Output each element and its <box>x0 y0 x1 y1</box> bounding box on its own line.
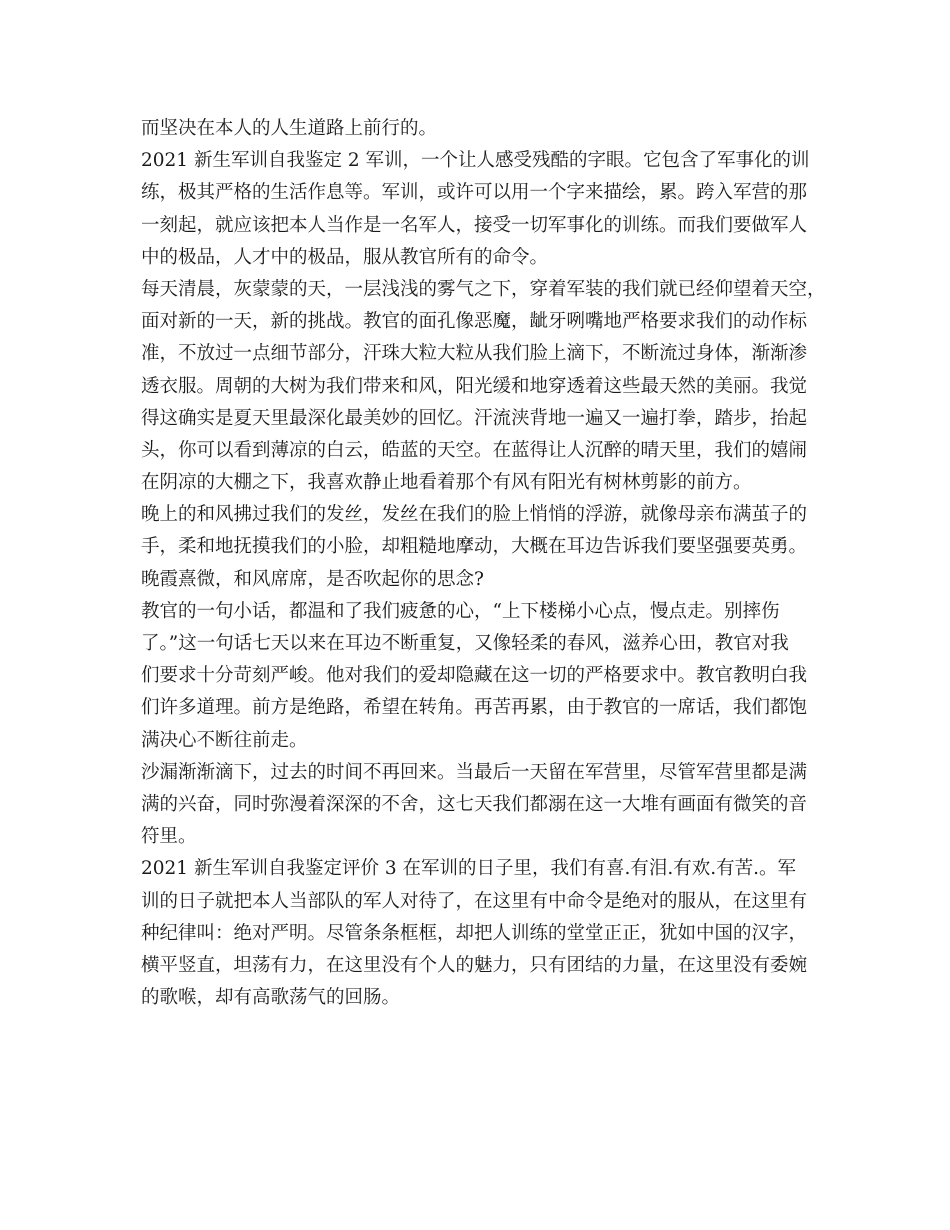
text-line: 沙漏渐渐滴下，过去的时间不再回来。当最后一天留在军营里，尽管军营里都是满 <box>141 761 808 783</box>
text-line: 一刻起，就应该把本人当作是一名军人，接受一切军事化的训练。而我们要做军人 <box>141 214 808 236</box>
text-line: 的歌喉，却有高歌荡气的回肠。 <box>141 987 401 1009</box>
text-line: 满决心不断往前走。 <box>141 729 308 751</box>
text-line: 每天清晨，灰蒙蒙的天，一层浅浅的雾气之下，穿着军装的我们就已经仰望着天空， <box>141 278 826 300</box>
document-body <box>141 113 826 1014</box>
text-line: 手，柔和地抚摸我们的小脸，却粗糙地摩动，大概在耳边告诉我们要坚强要英勇。 <box>141 536 808 558</box>
text-line: 符里。 <box>141 826 197 848</box>
text-line: 晚上的和风拂过我们的发丝，发丝在我们的脸上悄悄的浮游，就像母亲布满茧子的 <box>141 504 808 526</box>
text-line: 面对新的一天，新的挑战。教官的面孔像恶魔，龇牙咧嘴地严格要求我们的动作标 <box>141 311 808 333</box>
text-line: 头，你可以看到薄凉的白云，皓蓝的天空。在蓝得让人沉醉的晴天里，我们的嬉闹 <box>141 439 808 461</box>
text-line: 在阴凉的大棚之下，我喜欢静止地看着那个有风有阳光有树林剪影的前方。 <box>141 472 752 494</box>
text-line: 准，不放过一点细节部分，汗珠大粒大粒从我们脸上滴下，不断流过身体，渐渐渗 <box>141 343 808 365</box>
text-line: 横平竖直，坦荡有力，在这里没有个人的魅力，只有团结的力量，在这里没有委婉 <box>141 954 808 976</box>
text-line: 透衣服。周朝的大树为我们带来和风，阳光缓和地穿透着这些最天然的美丽。我觉 <box>141 375 808 397</box>
text-line: 2021 新生军训自我鉴定 2 军训，一个让人感受残酷的字眼。它包含了军事化的训 <box>141 150 810 172</box>
text-line: 2021 新生军训自我鉴定评价 3 在军训的日子里，我们有喜.有泪.有欢.有苦.。军 <box>141 858 797 880</box>
text-line: 们许多道理。前方是绝路，希望在转角。再苦再累，由于教官的一席话，我们都饱 <box>141 697 808 719</box>
text-line: 满的兴奋，同时弥漫着深深的不舍，这七天我们都溺在这一大堆有画面有微笑的音 <box>141 793 808 815</box>
text-line: 们要求十分苛刻严峻。他对我们的爱却隐藏在这一切的严格要求中。教官教明白我 <box>141 665 808 687</box>
text-line: 教官的一句小话，都温和了我们疲惫的心，“上下楼梯小心点，慢点走。别摔伤 <box>141 600 780 622</box>
text-line: 中的极品，人才中的极品，服从教官所有的命令。 <box>141 246 549 268</box>
text-line: 得这确实是夏天里最深化最美妙的回忆。汗流浃背地一遍又一遍打拳，踏步，抬起 <box>141 407 808 429</box>
text-line: 而坚决在本人的人生道路上前行的。 <box>141 118 438 139</box>
text-line: 练，极其严格的生活作息等。军训，或许可以用一个字来描绘，累。跨入军营的那 <box>141 182 808 204</box>
text-line: 种纪律叫：绝对严明。尽管条条框框，却把人训练的堂堂正正，犹如中国的汉字， <box>141 922 808 944</box>
text-line: 了。”这一句话七天以来在耳边不断重复，又像轻柔的春风，滋养心田，教官对我 <box>141 633 789 654</box>
text-line: 训的日子就把本人当部队的军人对待了，在这里有中命令是绝对的服从，在这里有 <box>141 890 808 912</box>
text-line: 晚霞熹微，和风席席，是否吹起你的思念? <box>141 568 484 590</box>
